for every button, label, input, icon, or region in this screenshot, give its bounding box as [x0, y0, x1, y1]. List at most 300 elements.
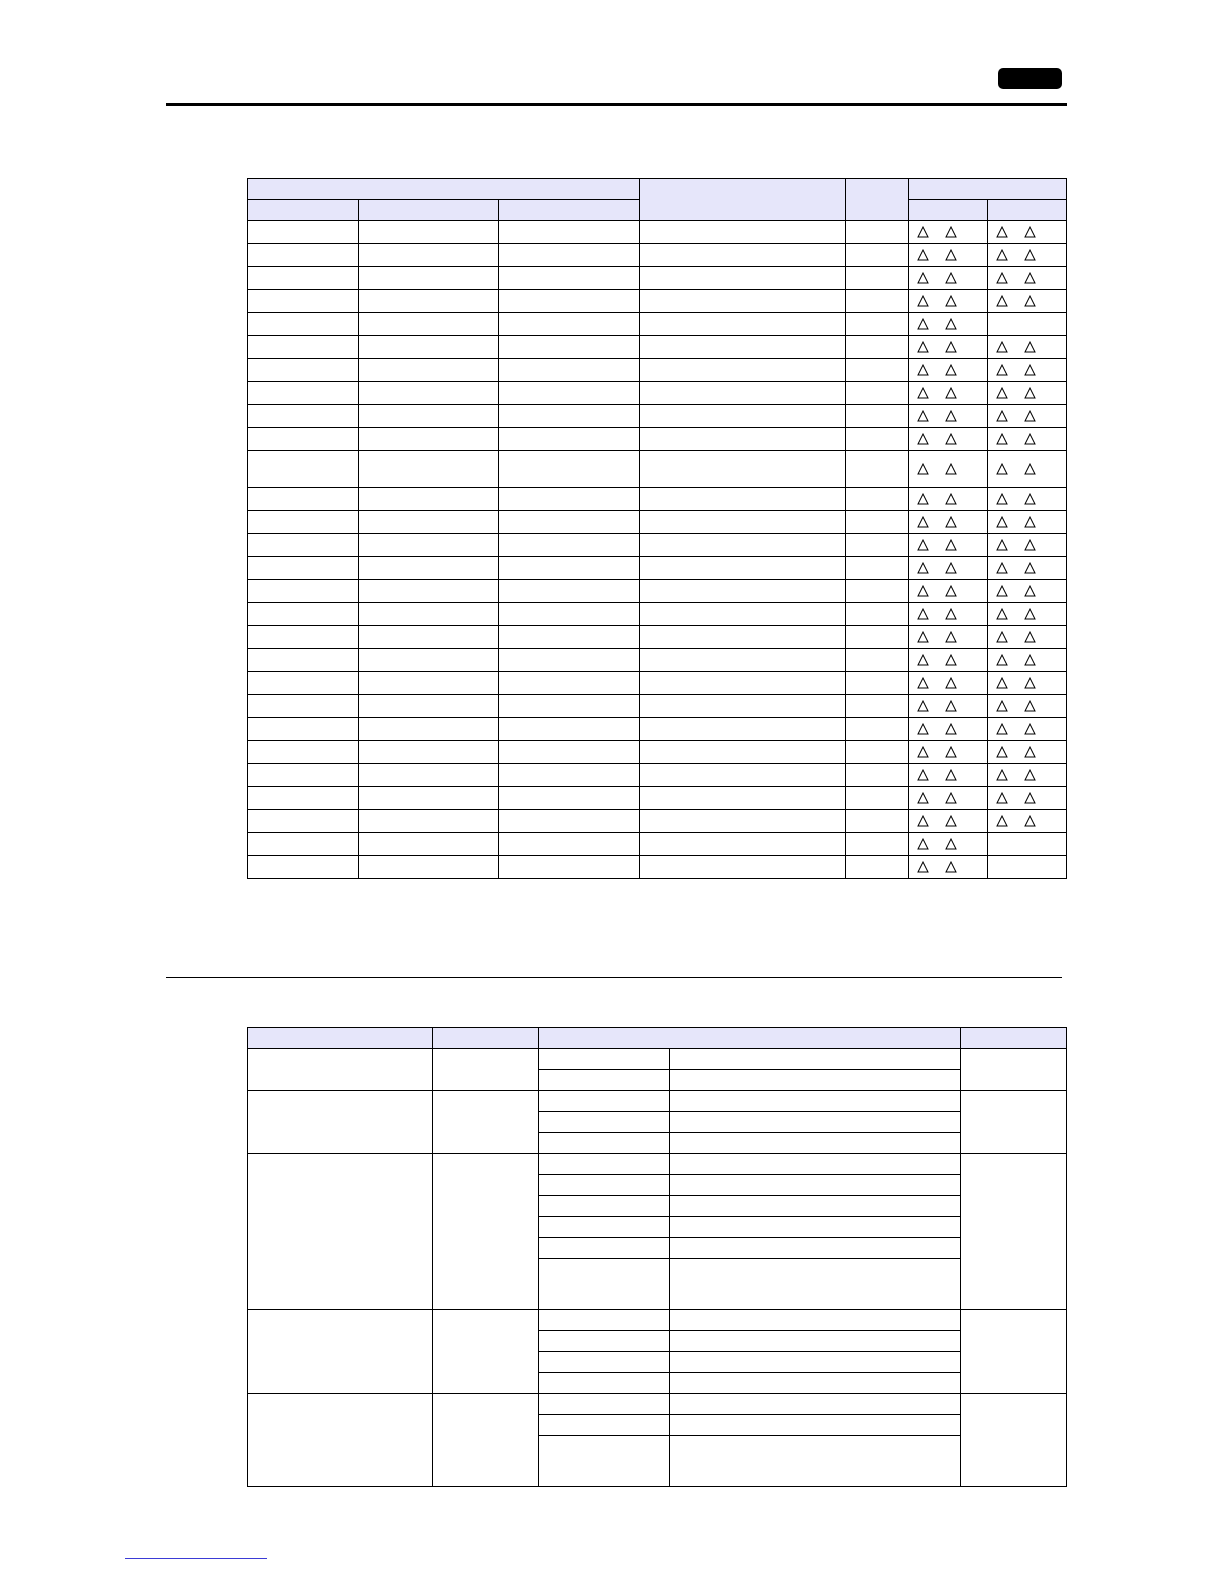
- device-cell: [359, 787, 499, 810]
- device-cell: [499, 672, 640, 695]
- device-table-row: [248, 695, 1067, 718]
- device-cell: [640, 741, 846, 764]
- triangle-icon: [996, 700, 1008, 712]
- device-cell: [846, 313, 909, 336]
- device-support-cell: [909, 382, 988, 405]
- triangle-icon: [945, 861, 957, 873]
- device-cell: [846, 405, 909, 428]
- device-cell: [846, 336, 909, 359]
- device-support-cell: [988, 488, 1067, 511]
- triangle-icon: [996, 792, 1008, 804]
- device-col-b-header: [359, 200, 499, 221]
- triangle-icon: [917, 700, 929, 712]
- device-support-cell: [909, 359, 988, 382]
- device-table-row: [248, 244, 1067, 267]
- device-support-cell: [909, 764, 988, 787]
- device-cell: [359, 405, 499, 428]
- device-table-row: [248, 313, 1067, 336]
- device-cell: [640, 221, 846, 244]
- device-cell: [846, 810, 909, 833]
- setting-description-cell: [670, 1436, 961, 1487]
- setting-description-cell: [670, 1154, 961, 1175]
- setting-remark-cell: [961, 1154, 1067, 1310]
- triangle-icon: [917, 723, 929, 735]
- setting-option-cell: [539, 1373, 670, 1394]
- device-support-cell: [988, 244, 1067, 267]
- triangle-icon: [1024, 226, 1036, 238]
- triangle-icon: [945, 838, 957, 850]
- setting-option-cell: [539, 1238, 670, 1259]
- device-cell: [499, 405, 640, 428]
- device-cell: [248, 221, 359, 244]
- device-cell: [846, 672, 909, 695]
- setting-remark-cell: [961, 1049, 1067, 1091]
- triangle-icon: [1024, 387, 1036, 399]
- device-cell: [640, 649, 846, 672]
- triangle-icon: [917, 410, 929, 422]
- device-cell: [499, 649, 640, 672]
- device-support-cell: [988, 428, 1067, 451]
- device-support-cell: [909, 534, 988, 557]
- triangle-icon: [945, 792, 957, 804]
- device-cell: [499, 382, 640, 405]
- device-table-row: [248, 833, 1067, 856]
- device-cell: [248, 267, 359, 290]
- triangle-icon: [917, 838, 929, 850]
- device-cell: [640, 764, 846, 787]
- device-cell: [359, 244, 499, 267]
- triangle-icon: [996, 631, 1008, 643]
- device-cell: [248, 695, 359, 718]
- device-table-row: [248, 534, 1067, 557]
- triangle-icon: [917, 631, 929, 643]
- triangle-icon: [1024, 677, 1036, 689]
- device-support-cell: [909, 718, 988, 741]
- setting-remark-cell: [961, 1394, 1067, 1487]
- device-table-row: [248, 405, 1067, 428]
- header-rule: [166, 103, 1067, 106]
- device-cell: [248, 359, 359, 382]
- setting-option-cell: [539, 1259, 670, 1310]
- device-col-c-header: [499, 200, 640, 221]
- triangle-icon: [917, 861, 929, 873]
- device-support-cell: [988, 649, 1067, 672]
- device-support-cell: [988, 580, 1067, 603]
- triangle-icon: [945, 226, 957, 238]
- device-cell: [640, 267, 846, 290]
- setting-type-cell: [433, 1049, 539, 1091]
- device-cell: [359, 603, 499, 626]
- setting-description-cell: [670, 1394, 961, 1415]
- triangle-icon: [917, 585, 929, 597]
- device-table-row: [248, 382, 1067, 405]
- triangle-icon: [1024, 433, 1036, 445]
- device-cell: [499, 557, 640, 580]
- device-support-cell: [988, 336, 1067, 359]
- device-cell: [499, 336, 640, 359]
- triangle-icon: [1024, 585, 1036, 597]
- device-table-row: [248, 451, 1067, 488]
- device-group-header: [248, 179, 640, 200]
- device-cell: [359, 626, 499, 649]
- device-cell: [846, 451, 909, 488]
- device-support-cell: [988, 382, 1067, 405]
- device-support-cell: [988, 313, 1067, 336]
- device-support-cell: [988, 626, 1067, 649]
- device-cell: [640, 580, 846, 603]
- device-cell: [248, 557, 359, 580]
- setting-table-row: [248, 1091, 1067, 1112]
- footer-link-underline: [125, 1558, 267, 1559]
- triangle-icon: [917, 249, 929, 261]
- triangle-icon: [1024, 562, 1036, 574]
- device-cell: [846, 511, 909, 534]
- device-cell: [846, 488, 909, 511]
- device-table-row: [248, 810, 1067, 833]
- triangle-icon: [996, 815, 1008, 827]
- triangle-icon: [945, 433, 957, 445]
- triangle-icon: [917, 539, 929, 551]
- device-cell: [846, 718, 909, 741]
- device-support-cell: [909, 488, 988, 511]
- device-cell: [499, 833, 640, 856]
- device-col-e-header: [846, 179, 909, 221]
- triangle-icon: [996, 387, 1008, 399]
- device-support-cell: [988, 787, 1067, 810]
- triangle-icon: [996, 562, 1008, 574]
- device-support-cell: [988, 603, 1067, 626]
- device-col-d-header: [640, 179, 846, 221]
- triangle-icon: [1024, 769, 1036, 781]
- device-cell: [640, 695, 846, 718]
- device-cell: [359, 336, 499, 359]
- device-cell: [248, 718, 359, 741]
- setting-item-cell: [248, 1154, 433, 1310]
- device-cell: [640, 856, 846, 879]
- triangle-icon: [996, 226, 1008, 238]
- device-table-row: [248, 511, 1067, 534]
- device-cell: [248, 672, 359, 695]
- setting-option-cell: [539, 1091, 670, 1112]
- triangle-icon: [996, 249, 1008, 261]
- device-cell: [248, 810, 359, 833]
- setting-item-cell: [248, 1394, 433, 1487]
- device-support-cell: [909, 695, 988, 718]
- setting-col1-header: [248, 1028, 433, 1049]
- device-cell: [248, 764, 359, 787]
- device-support-cell: [909, 428, 988, 451]
- device-cell: [846, 764, 909, 787]
- setting-description-cell: [670, 1175, 961, 1196]
- device-cell: [248, 603, 359, 626]
- setting-option-cell: [539, 1196, 670, 1217]
- triangle-icon: [945, 746, 957, 758]
- device-cell: [248, 534, 359, 557]
- device-support-cell: [988, 764, 1067, 787]
- triangle-icon: [917, 226, 929, 238]
- device-cell: [846, 787, 909, 810]
- triangle-icon: [996, 677, 1008, 689]
- device-cell: [359, 557, 499, 580]
- triangle-icon: [1024, 539, 1036, 551]
- triangle-icon: [1024, 341, 1036, 353]
- device-cell: [359, 764, 499, 787]
- device-cell: [359, 221, 499, 244]
- page-badge: [998, 68, 1062, 89]
- device-support-cell: [909, 267, 988, 290]
- device-cell: [499, 764, 640, 787]
- setting-option-cell: [539, 1415, 670, 1436]
- device-cell: [248, 511, 359, 534]
- triangle-icon: [945, 364, 957, 376]
- device-cell: [359, 359, 499, 382]
- setting-item-cell: [248, 1049, 433, 1091]
- device-cell: [248, 290, 359, 313]
- device-cell: [359, 856, 499, 879]
- device-cell: [846, 428, 909, 451]
- device-support-cell: [909, 626, 988, 649]
- triangle-icon: [945, 608, 957, 620]
- triangle-icon: [945, 341, 957, 353]
- device-support-cell: [988, 672, 1067, 695]
- device-table-row: [248, 359, 1067, 382]
- device-support-cell: [988, 511, 1067, 534]
- triangle-icon: [945, 654, 957, 666]
- triangle-icon: [945, 700, 957, 712]
- device-table-row: [248, 580, 1067, 603]
- device-cell: [640, 534, 846, 557]
- device-cell: [640, 244, 846, 267]
- setting-option-cell: [539, 1112, 670, 1133]
- device-support-cell: [988, 718, 1067, 741]
- device-cell: [640, 718, 846, 741]
- device-support-cell: [988, 451, 1067, 488]
- setting-remark-cell: [961, 1310, 1067, 1394]
- device-cell: [248, 451, 359, 488]
- device-cell: [846, 267, 909, 290]
- setting-description-cell: [670, 1331, 961, 1352]
- setting-option-cell: [539, 1070, 670, 1091]
- device-support-cell: [988, 833, 1067, 856]
- triangle-icon: [917, 364, 929, 376]
- device-support-cell: [909, 290, 988, 313]
- device-table-row: [248, 718, 1067, 741]
- triangle-icon: [917, 463, 929, 475]
- device-cell: [248, 649, 359, 672]
- device-cell: [359, 833, 499, 856]
- triangle-icon: [917, 746, 929, 758]
- setting-description-cell: [670, 1310, 961, 1331]
- triangle-icon: [917, 295, 929, 307]
- device-cell: [640, 810, 846, 833]
- triangle-icon: [917, 318, 929, 330]
- device-table-row: [248, 428, 1067, 451]
- device-cell: [846, 741, 909, 764]
- triangle-icon: [917, 654, 929, 666]
- device-cell: [640, 603, 846, 626]
- device-cell: [499, 787, 640, 810]
- triangle-icon: [917, 792, 929, 804]
- triangle-icon: [945, 516, 957, 528]
- triangle-icon: [1024, 410, 1036, 422]
- device-cell: [846, 221, 909, 244]
- setting-table-row: [248, 1154, 1067, 1175]
- triangle-icon: [1024, 654, 1036, 666]
- device-support-cell: [988, 741, 1067, 764]
- device-table-row: [248, 267, 1067, 290]
- triangle-icon: [945, 815, 957, 827]
- setting-description-cell: [670, 1049, 961, 1070]
- device-cell: [359, 451, 499, 488]
- triangle-icon: [917, 516, 929, 528]
- device-cell: [499, 488, 640, 511]
- device-support-cell: [988, 221, 1067, 244]
- device-cell: [499, 511, 640, 534]
- triangle-icon: [996, 272, 1008, 284]
- device-cell: [640, 382, 846, 405]
- device-cell: [359, 718, 499, 741]
- device-cell: [248, 856, 359, 879]
- device-cell: [640, 511, 846, 534]
- device-cell: [846, 626, 909, 649]
- setting-option-cell: [539, 1217, 670, 1238]
- setting-type-cell: [433, 1394, 539, 1487]
- device-cell: [640, 787, 846, 810]
- device-support-cell: [909, 221, 988, 244]
- device-support-cell: [988, 267, 1067, 290]
- device-cell: [499, 244, 640, 267]
- setting-description-cell: [670, 1352, 961, 1373]
- setting-option-cell: [539, 1331, 670, 1352]
- device-support-cell: [909, 672, 988, 695]
- device-cell: [499, 741, 640, 764]
- device-cell: [248, 741, 359, 764]
- setting-remark-cell: [961, 1091, 1067, 1154]
- triangle-icon: [1024, 295, 1036, 307]
- device-support-cell: [909, 451, 988, 488]
- setting-type-cell: [433, 1091, 539, 1154]
- device-table-row: [248, 626, 1067, 649]
- setting-description-cell: [670, 1217, 961, 1238]
- device-cell: [499, 580, 640, 603]
- device-table-row: [248, 672, 1067, 695]
- device-cell: [248, 626, 359, 649]
- device-cell: [499, 603, 640, 626]
- device-cell: [640, 428, 846, 451]
- setting-description-cell: [670, 1238, 961, 1259]
- triangle-icon: [996, 516, 1008, 528]
- device-cell: [359, 580, 499, 603]
- triangle-icon: [996, 769, 1008, 781]
- device-cell: [499, 221, 640, 244]
- device-support-cell: [988, 810, 1067, 833]
- device-cell: [499, 856, 640, 879]
- triangle-icon: [1024, 608, 1036, 620]
- triangle-icon: [996, 746, 1008, 758]
- device-cell: [846, 557, 909, 580]
- triangle-icon: [996, 585, 1008, 597]
- device-cell: [640, 313, 846, 336]
- device-cell: [359, 741, 499, 764]
- device-support-cell: [909, 580, 988, 603]
- triangle-icon: [1024, 249, 1036, 261]
- device-table-row: [248, 290, 1067, 313]
- device-support-cell: [909, 603, 988, 626]
- device-support-cell: [909, 741, 988, 764]
- triangle-icon: [996, 364, 1008, 376]
- triangle-icon: [945, 769, 957, 781]
- triangle-icon: [945, 562, 957, 574]
- device-table: [247, 178, 1067, 879]
- triangle-icon: [917, 769, 929, 781]
- device-table-row: [248, 649, 1067, 672]
- triangle-icon: [1024, 815, 1036, 827]
- setting-table-row: [248, 1049, 1067, 1070]
- device-cell: [499, 359, 640, 382]
- setting-table-body: [248, 1049, 1067, 1487]
- device-cell: [359, 695, 499, 718]
- setting-option-cell: [539, 1175, 670, 1196]
- device-support-cell: [909, 856, 988, 879]
- triangle-icon: [1024, 723, 1036, 735]
- triangle-icon: [945, 387, 957, 399]
- device-right-group-header: [909, 179, 1067, 200]
- device-cell: [846, 649, 909, 672]
- setting-item-cell: [248, 1310, 433, 1394]
- device-cell: [359, 313, 499, 336]
- device-cell: [499, 428, 640, 451]
- triangle-icon: [996, 608, 1008, 620]
- setting-type-cell: [433, 1154, 539, 1310]
- device-cell: [248, 244, 359, 267]
- device-cell: [359, 810, 499, 833]
- triangle-icon: [945, 723, 957, 735]
- device-support-cell: [909, 649, 988, 672]
- setting-type-cell: [433, 1310, 539, 1394]
- device-cell: [640, 359, 846, 382]
- triangle-icon: [996, 463, 1008, 475]
- triangle-icon: [945, 493, 957, 505]
- setting-option-cell: [539, 1394, 670, 1415]
- device-cell: [499, 290, 640, 313]
- device-support-cell: [988, 534, 1067, 557]
- setting-option-cell: [539, 1049, 670, 1070]
- setting-description-cell: [670, 1112, 961, 1133]
- triangle-icon: [1024, 463, 1036, 475]
- setting-description-cell: [670, 1415, 961, 1436]
- device-support-cell: [988, 405, 1067, 428]
- device-cell: [499, 810, 640, 833]
- triangle-icon: [1024, 272, 1036, 284]
- device-cell: [359, 290, 499, 313]
- device-support-cell: [909, 313, 988, 336]
- device-support-cell: [988, 557, 1067, 580]
- triangle-icon: [917, 341, 929, 353]
- setting-option-cell: [539, 1436, 670, 1487]
- device-cell: [640, 336, 846, 359]
- device-table-row: [248, 741, 1067, 764]
- triangle-icon: [996, 410, 1008, 422]
- setting-option-cell: [539, 1352, 670, 1373]
- device-cell: [640, 672, 846, 695]
- device-cell: [359, 428, 499, 451]
- triangle-icon: [945, 249, 957, 261]
- device-support-cell: [988, 359, 1067, 382]
- device-cell: [359, 511, 499, 534]
- device-cell: [248, 428, 359, 451]
- triangle-icon: [917, 387, 929, 399]
- device-support-cell: [909, 833, 988, 856]
